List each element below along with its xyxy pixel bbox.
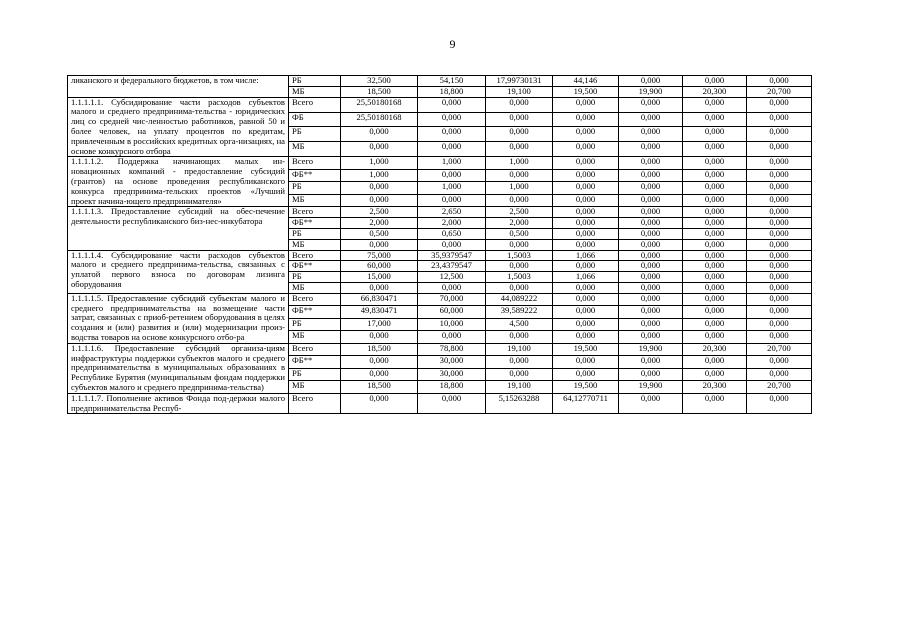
amount-cell: 19,900 (619, 381, 683, 394)
amount-cell: 0,000 (619, 318, 683, 330)
amount-cell: 25,50180168 (341, 97, 418, 112)
amount-cell: 0,000 (683, 207, 747, 218)
amount-cell: 0,000 (747, 182, 812, 194)
amount-cell: 1,000 (486, 182, 553, 194)
amount-cell: 0,000 (683, 112, 747, 127)
amount-cell: 70,000 (418, 293, 486, 305)
funding-source-cell: РБ (289, 127, 341, 142)
amount-cell: 0,000 (619, 272, 683, 283)
amount-cell: 64,12770711 (553, 393, 619, 414)
amount-cell: 0,000 (619, 157, 683, 169)
amount-cell: 0,000 (418, 331, 486, 344)
amount-cell: 0,000 (341, 127, 418, 142)
amount-cell: 32,500 (341, 76, 418, 87)
amount-cell: 0,000 (553, 142, 619, 157)
measure-description: 1.1.1.1.5. Предоставление субсидий субъектам малого и среднего предпринимательства на возмещение части затрат, связанных с приоб-ретением оборудования в целях создания и (или) развития и (или) модернизации произ-водства товаров на основе конкурсного отбо-ра (68, 293, 289, 343)
amount-cell: 0,000 (683, 293, 747, 305)
page-number: 9 (449, 37, 456, 51)
amount-cell: 0,000 (486, 169, 553, 181)
funding-source-cell: ФБ** (289, 218, 341, 229)
measure-description: 1.1.1.1.6. Предоставление субсидий организа-циям инфраструктуры поддержки субъектов малого и среднего предпринимательства в муниципальных образованиях в Республике Бурятия (муниципальным фондам поддержки субъектов малого и среднего предпринима-тельства) (68, 343, 289, 393)
amount-cell: 4,500 (486, 318, 553, 330)
amount-cell: 0,000 (683, 393, 747, 414)
table-row (68, 343, 812, 355)
table-row (68, 393, 812, 414)
amount-cell: 60,000 (341, 261, 418, 272)
budget-table-body (68, 76, 812, 414)
amount-cell: 18,500 (341, 343, 418, 355)
amount-cell: 18,800 (418, 381, 486, 394)
amount-cell: 19,100 (486, 86, 553, 97)
amount-cell: 0,000 (747, 194, 812, 207)
amount-cell: 0,000 (553, 368, 619, 380)
amount-cell: 0,000 (747, 393, 812, 414)
amount-cell: 2,000 (486, 218, 553, 229)
amount-cell: 0,000 (747, 272, 812, 283)
amount-cell: 1,000 (486, 157, 553, 169)
amount-cell: 0,000 (553, 293, 619, 305)
table-row (68, 207, 812, 218)
amount-cell: 19,500 (553, 86, 619, 97)
amount-cell: 0,000 (683, 306, 747, 318)
amount-cell: 0,000 (619, 368, 683, 380)
amount-cell: 0,000 (486, 239, 553, 250)
amount-cell: 0,000 (341, 331, 418, 344)
amount-cell: 1,5003 (486, 272, 553, 283)
amount-cell: 23,4379547 (418, 261, 486, 272)
amount-cell: 0,000 (747, 293, 812, 305)
amount-cell: 1,000 (341, 157, 418, 169)
amount-cell: 0,000 (341, 182, 418, 194)
amount-cell: 0,000 (553, 127, 619, 142)
funding-source-cell: Всего (289, 207, 341, 218)
amount-cell: 0,000 (486, 142, 553, 157)
amount-cell: 1,066 (553, 272, 619, 283)
amount-cell: 30,000 (418, 356, 486, 368)
funding-source-cell: ФБ** (289, 306, 341, 318)
funding-source-cell: Всего (289, 393, 341, 414)
amount-cell: 0,000 (747, 218, 812, 229)
amount-cell: 20,300 (683, 343, 747, 355)
amount-cell: 0,000 (619, 393, 683, 414)
amount-cell: 18,500 (341, 86, 418, 97)
amount-cell: 44,089222 (486, 293, 553, 305)
amount-cell: 0,000 (683, 331, 747, 344)
amount-cell: 0,000 (747, 356, 812, 368)
amount-cell: 1,000 (341, 169, 418, 181)
amount-cell: 0,000 (683, 142, 747, 157)
amount-cell: 0,000 (683, 228, 747, 239)
amount-cell: 75,000 (341, 250, 418, 261)
amount-cell: 0,000 (486, 261, 553, 272)
amount-cell: 0,000 (747, 250, 812, 261)
amount-cell: 0,000 (418, 142, 486, 157)
amount-cell: 0,000 (553, 356, 619, 368)
funding-source-cell: РБ (289, 182, 341, 194)
amount-cell: 0,000 (486, 112, 553, 127)
amount-cell: 0,000 (341, 239, 418, 250)
amount-cell: 0,000 (341, 142, 418, 157)
amount-cell: 0,000 (747, 318, 812, 330)
funding-source-cell: ФБ (289, 112, 341, 127)
funding-source-cell: МБ (289, 239, 341, 250)
amount-cell: 17,000 (341, 318, 418, 330)
amount-cell: 0,000 (747, 239, 812, 250)
amount-cell: 0,000 (341, 282, 418, 293)
amount-cell: 19,900 (619, 86, 683, 97)
amount-cell: 0,000 (619, 356, 683, 368)
amount-cell: 0,000 (683, 272, 747, 283)
amount-cell: 0,000 (553, 261, 619, 272)
amount-cell: 0,000 (683, 318, 747, 330)
amount-cell: 0,000 (486, 127, 553, 142)
measure-description: 1.1.1.1.3. Предоставление субсидий на обес-печение деятельности республиканского биз-нес-инкубатора (68, 207, 289, 250)
amount-cell: 2,000 (341, 218, 418, 229)
amount-cell: 0,000 (747, 112, 812, 127)
amount-cell: 0,000 (683, 218, 747, 229)
measure-description: 1.1.1.1.2. Поддержка начинающих малых ин-новационных компаний - предоставление субсидий (грантов) на основе проведения республиканского конкурса предпринима-тельских проектов «Лучший проект начина-ющего предпринимателя» (68, 157, 289, 207)
amount-cell: 18,500 (341, 381, 418, 394)
amount-cell: 0,000 (619, 127, 683, 142)
amount-cell: 0,500 (486, 228, 553, 239)
amount-cell: 0,000 (418, 194, 486, 207)
amount-cell: 20,300 (683, 381, 747, 394)
funding-source-cell: РБ (289, 76, 341, 87)
funding-source-cell: РБ (289, 368, 341, 380)
amount-cell: 0,650 (418, 228, 486, 239)
funding-source-cell: ФБ** (289, 261, 341, 272)
amount-cell: 0,000 (553, 97, 619, 112)
amount-cell: 19,100 (486, 343, 553, 355)
amount-cell: 2,500 (341, 207, 418, 218)
amount-cell: 0,000 (619, 250, 683, 261)
amount-cell: 0,000 (553, 282, 619, 293)
amount-cell: 15,000 (341, 272, 418, 283)
measure-description: 1.1.1.1.1. Субсидирование части расходов субъектов малого и среднего предпринима-тельства - юридических лиц со средней чис-ленностью работников, равной 50 и более человек, на уплату процентов по кредитам, привлеченным в российских кредитных орга-низациях, на основе конкурсного отбора (68, 97, 289, 157)
amount-cell: 0,000 (418, 112, 486, 127)
amount-cell: 0,000 (683, 282, 747, 293)
amount-cell: 0,000 (619, 112, 683, 127)
amount-cell: 0,000 (553, 112, 619, 127)
amount-cell: 0,000 (619, 331, 683, 344)
amount-cell: 0,000 (747, 207, 812, 218)
amount-cell: 1,000 (418, 157, 486, 169)
amount-cell: 5,15263288 (486, 393, 553, 414)
amount-cell: 0,000 (418, 239, 486, 250)
amount-cell: 0,000 (683, 356, 747, 368)
amount-cell: 10,000 (418, 318, 486, 330)
amount-cell: 0,000 (747, 331, 812, 344)
funding-source-cell: Всего (289, 157, 341, 169)
table-row (68, 250, 812, 261)
amount-cell: 0,500 (341, 228, 418, 239)
amount-cell: 20,700 (747, 381, 812, 394)
amount-cell: 0,000 (553, 207, 619, 218)
measure-description: ликанского и федерального бюджетов, в том числе: (68, 76, 289, 98)
amount-cell: 35,9379547 (418, 250, 486, 261)
amount-cell: 0,000 (553, 194, 619, 207)
amount-cell: 0,000 (418, 393, 486, 414)
amount-cell: 2,650 (418, 207, 486, 218)
amount-cell: 0,000 (683, 127, 747, 142)
amount-cell: 25,50180168 (341, 112, 418, 127)
amount-cell: 0,000 (486, 331, 553, 344)
amount-cell: 0,000 (619, 306, 683, 318)
amount-cell: 18,800 (418, 86, 486, 97)
funding-source-cell: РБ (289, 228, 341, 239)
amount-cell: 66,830471 (341, 293, 418, 305)
amount-cell: 0,000 (619, 218, 683, 229)
amount-cell: 0,000 (683, 261, 747, 272)
amount-cell: 44,146 (553, 76, 619, 87)
amount-cell: 0,000 (683, 97, 747, 112)
amount-cell: 0,000 (553, 331, 619, 344)
amount-cell: 30,000 (418, 368, 486, 380)
amount-cell: 0,000 (619, 239, 683, 250)
amount-cell: 0,000 (418, 127, 486, 142)
amount-cell: 0,000 (683, 76, 747, 87)
table-row (68, 76, 812, 87)
table-row (68, 97, 812, 112)
funding-source-cell: Всего (289, 250, 341, 261)
amount-cell: 19,100 (486, 381, 553, 394)
amount-cell: 0,000 (553, 218, 619, 229)
amount-cell: 0,000 (486, 282, 553, 293)
amount-cell: 1,066 (553, 250, 619, 261)
amount-cell: 0,000 (619, 97, 683, 112)
amount-cell: 0,000 (619, 182, 683, 194)
amount-cell: 0,000 (683, 250, 747, 261)
amount-cell: 0,000 (418, 97, 486, 112)
amount-cell: 0,000 (747, 97, 812, 112)
amount-cell: 17,99730131 (486, 76, 553, 87)
amount-cell: 0,000 (747, 228, 812, 239)
amount-cell: 0,000 (553, 182, 619, 194)
funding-source-cell: Всего (289, 293, 341, 305)
amount-cell: 0,000 (683, 368, 747, 380)
amount-cell: 2,500 (486, 207, 553, 218)
amount-cell: 0,000 (747, 261, 812, 272)
amount-cell: 0,000 (619, 142, 683, 157)
amount-cell: 0,000 (619, 169, 683, 181)
amount-cell: 0,000 (619, 207, 683, 218)
amount-cell: 0,000 (553, 239, 619, 250)
measure-description: 1.1.1.1.7. Пополнение активов Фонда под-держки малого предпринимательства Респуб- (68, 393, 289, 414)
amount-cell: 0,000 (341, 368, 418, 380)
amount-cell: 0,000 (553, 306, 619, 318)
amount-cell: 20,700 (747, 86, 812, 97)
budget-table (67, 75, 812, 414)
amount-cell: 0,000 (747, 169, 812, 181)
funding-source-cell: МБ (289, 142, 341, 157)
amount-cell: 0,000 (486, 97, 553, 112)
amount-cell: 0,000 (619, 282, 683, 293)
amount-cell: 60,000 (418, 306, 486, 318)
table-row (68, 157, 812, 169)
amount-cell: 0,000 (418, 282, 486, 293)
funding-source-cell: РБ (289, 272, 341, 283)
amount-cell: 0,000 (553, 318, 619, 330)
amount-cell: 0,000 (418, 169, 486, 181)
amount-cell: 19,500 (553, 343, 619, 355)
amount-cell: 0,000 (553, 169, 619, 181)
amount-cell: 0,000 (619, 76, 683, 87)
amount-cell: 0,000 (747, 76, 812, 87)
amount-cell: 0,000 (619, 293, 683, 305)
amount-cell: 0,000 (747, 368, 812, 380)
amount-cell: 0,000 (683, 194, 747, 207)
funding-source-cell: МБ (289, 381, 341, 394)
funding-source-cell: Всего (289, 97, 341, 112)
funding-source-cell: ФБ** (289, 356, 341, 368)
amount-cell: 20,700 (747, 343, 812, 355)
amount-cell: 19,900 (619, 343, 683, 355)
funding-source-cell: МБ (289, 331, 341, 344)
amount-cell: 0,000 (747, 306, 812, 318)
amount-cell: 2,000 (418, 218, 486, 229)
amount-cell: 19,500 (553, 381, 619, 394)
amount-cell: 0,000 (341, 393, 418, 414)
amount-cell: 0,000 (683, 182, 747, 194)
amount-cell: 20,300 (683, 86, 747, 97)
amount-cell: 0,000 (619, 228, 683, 239)
amount-cell: 49,830471 (341, 306, 418, 318)
table-row (68, 293, 812, 305)
amount-cell: 0,000 (341, 194, 418, 207)
funding-source-cell: МБ (289, 282, 341, 293)
amount-cell: 0,000 (486, 194, 553, 207)
amount-cell: 12,500 (418, 272, 486, 283)
amount-cell: 0,000 (486, 356, 553, 368)
amount-cell: 0,000 (747, 157, 812, 169)
amount-cell: 78,800 (418, 343, 486, 355)
funding-source-cell: РБ (289, 318, 341, 330)
amount-cell: 0,000 (747, 282, 812, 293)
amount-cell: 0,000 (486, 368, 553, 380)
amount-cell: 0,000 (683, 239, 747, 250)
funding-source-cell: Всего (289, 343, 341, 355)
amount-cell: 0,000 (747, 127, 812, 142)
funding-source-cell: ФБ** (289, 169, 341, 181)
amount-cell: 0,000 (553, 228, 619, 239)
amount-cell: 39,589222 (486, 306, 553, 318)
funding-source-cell: МБ (289, 194, 341, 207)
amount-cell: 0,000 (683, 157, 747, 169)
amount-cell: 54,150 (418, 76, 486, 87)
amount-cell: 0,000 (619, 261, 683, 272)
amount-cell: 0,000 (683, 169, 747, 181)
amount-cell: 0,000 (747, 142, 812, 157)
amount-cell: 0,000 (553, 157, 619, 169)
amount-cell: 0,000 (341, 356, 418, 368)
amount-cell: 1,5003 (486, 250, 553, 261)
measure-description: 1.1.1.1.4. Субсидирование части расходов субъектов малого и среднего предпринима-тельства, связанных с уплатой первого взноса по договорам лизинга оборудования (68, 250, 289, 293)
funding-source-cell: МБ (289, 86, 341, 97)
amount-cell: 0,000 (619, 194, 683, 207)
amount-cell: 1,000 (418, 182, 486, 194)
